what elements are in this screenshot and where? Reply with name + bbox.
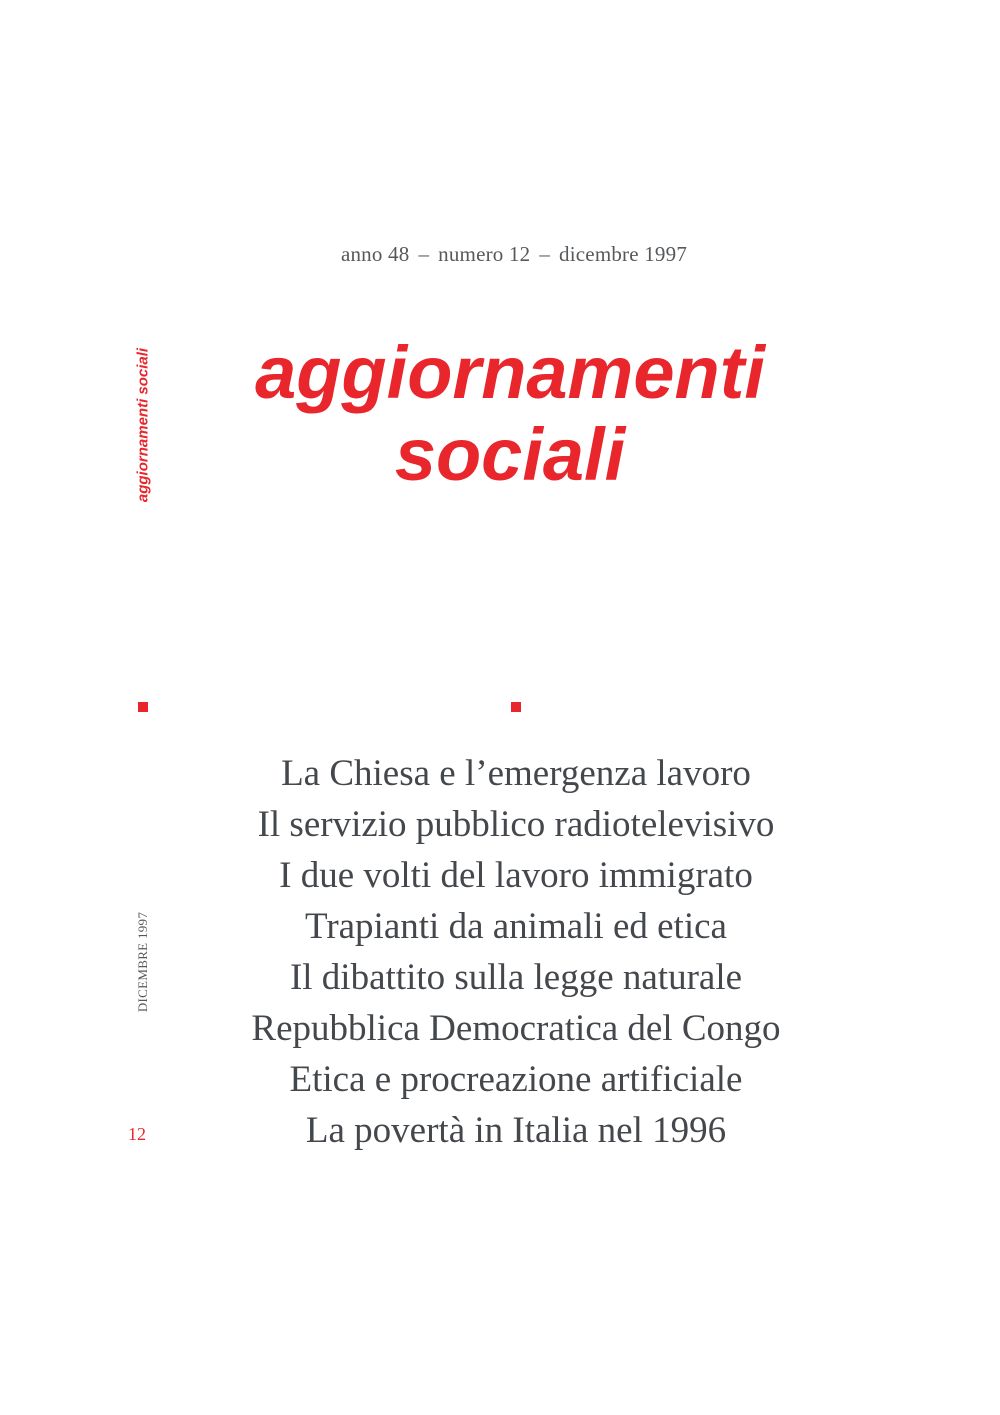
contents-item: Etica e procreazione artificiale bbox=[289, 1059, 743, 1100]
contents-item: La Chiesa e l’emergenza lavoro bbox=[281, 753, 751, 794]
contents-item: La povertà in Italia nel 1996 bbox=[305, 1110, 727, 1151]
contents-item: Trapianti da animali ed etica bbox=[305, 906, 727, 947]
magazine-title-line1: aggiornamenti bbox=[255, 331, 765, 414]
spine-title bbox=[133, 336, 153, 514]
contents-item: Il servizio pubblico radiotelevisivo bbox=[257, 804, 775, 845]
spine-date bbox=[133, 905, 153, 1019]
issue-number: numero 12 bbox=[438, 242, 531, 266]
red-square-marker-left bbox=[138, 702, 148, 712]
spine-date-text: DICEMBRE 1997 bbox=[135, 911, 150, 1013]
issue-date: dicembre 1997 bbox=[559, 242, 688, 266]
contents-item: I due volti del lavoro immigrato bbox=[279, 855, 753, 896]
spine-issue-number: 12 bbox=[128, 1124, 146, 1144]
red-square-marker-center bbox=[511, 702, 521, 712]
spine-title-text: aggiornamenti sociali bbox=[134, 347, 152, 503]
issue-info bbox=[0, 242, 1000, 267]
issue-separator: – bbox=[418, 242, 430, 266]
contents-item: Repubblica Democratica del Congo bbox=[251, 1008, 781, 1049]
issue-separator: – bbox=[539, 242, 551, 266]
issue-year: anno 48 bbox=[340, 242, 410, 266]
contents-item: Il dibattito sulla legge naturale bbox=[289, 957, 743, 998]
magazine-title-line2: sociali bbox=[394, 413, 626, 496]
